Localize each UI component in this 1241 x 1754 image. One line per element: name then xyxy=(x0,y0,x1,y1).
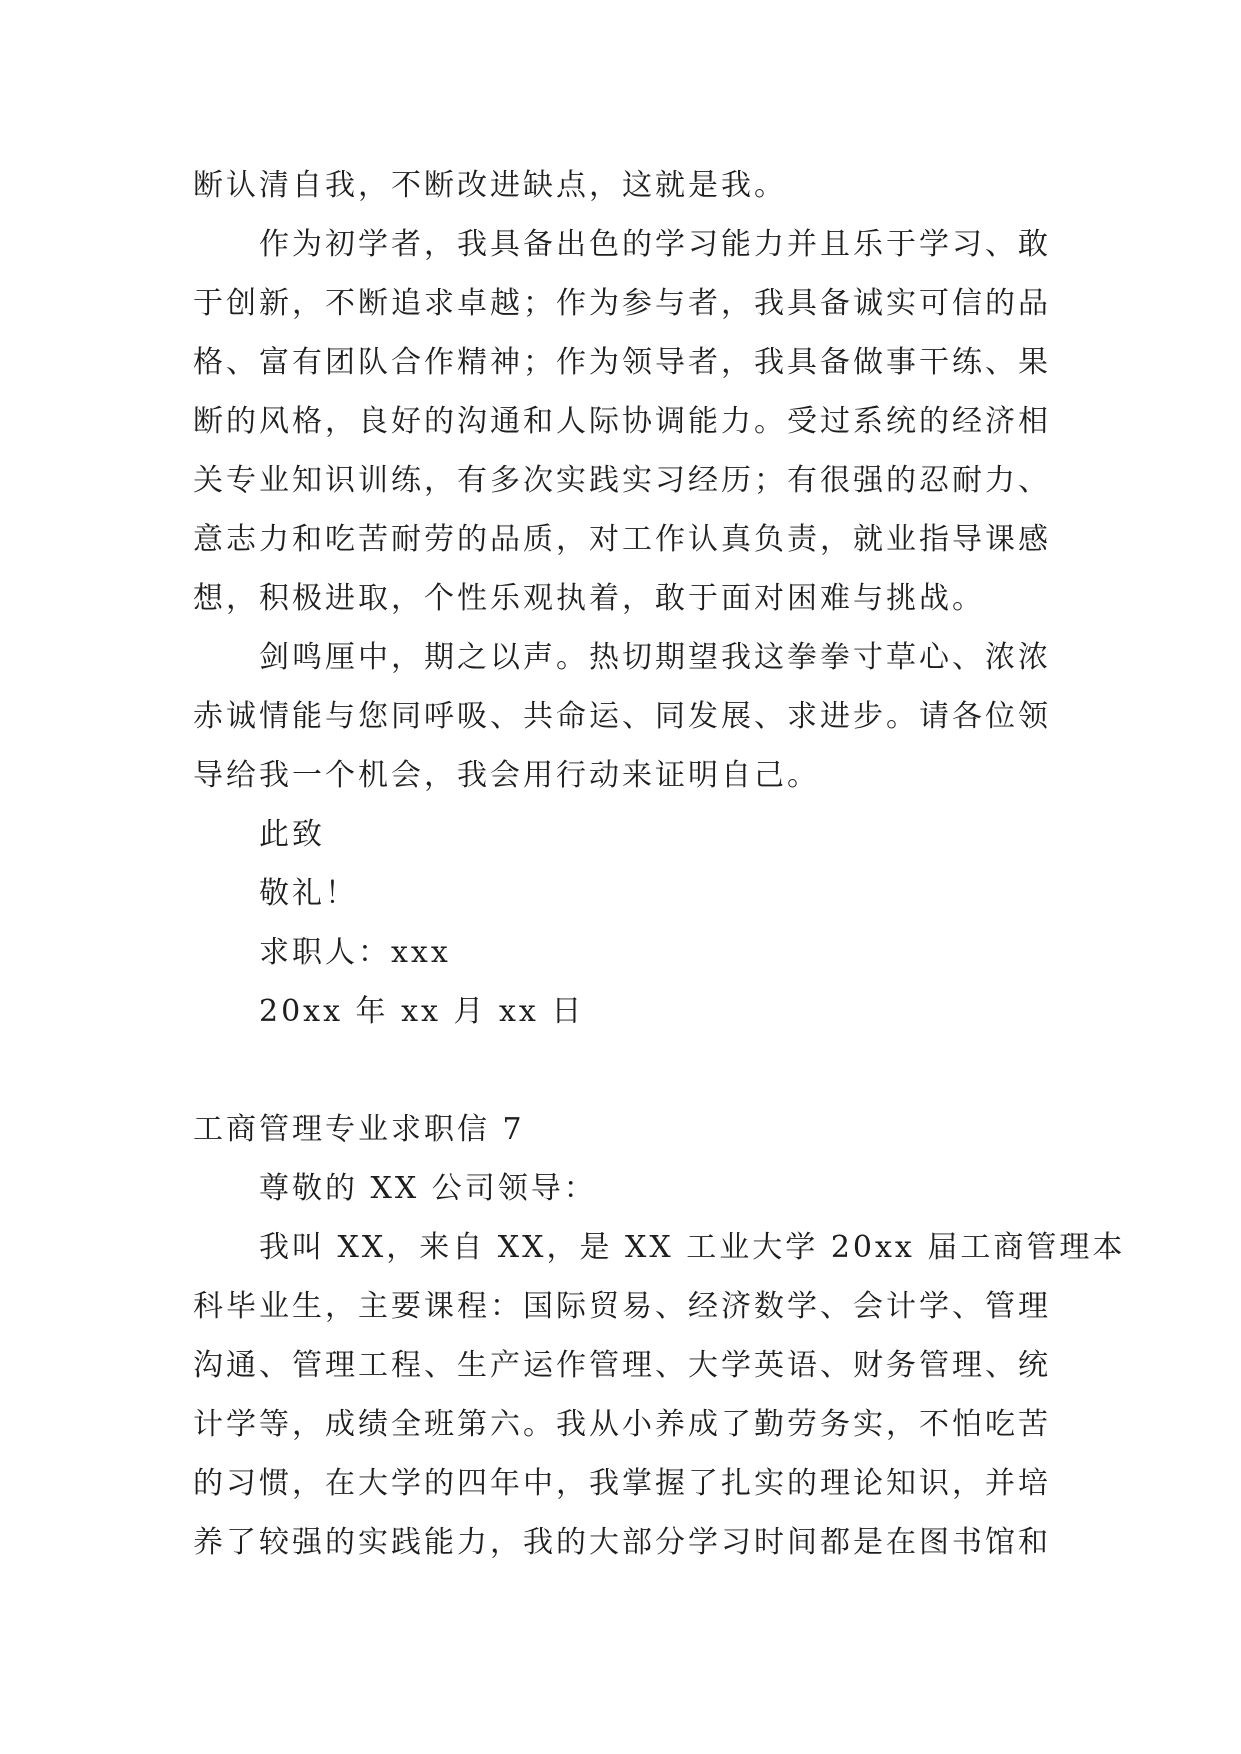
text-line: 赤诚情能与您同呼吸、共命运、同发展、求进步。请各位领 xyxy=(193,699,1051,734)
text-line: 想，积极进取，个性乐观执着，敢于面对困难与挑战。 xyxy=(193,581,985,616)
paragraph xyxy=(193,1218,1153,1572)
paragraph xyxy=(193,156,1153,215)
letter-title: 工商管理专业求职信 7 xyxy=(193,1112,525,1147)
document-body xyxy=(193,156,1153,1572)
text-line: 格、富有团队合作精神；作为领导者，我具备做事干练、果 xyxy=(193,345,1051,380)
date: 20xx 年 xx 月 xx 日 xyxy=(259,994,585,1029)
salutation: 尊敬的 XX 公司领导： xyxy=(259,1171,597,1206)
blank-line xyxy=(193,1041,1153,1100)
text-line: 计学等，成绩全班第六。我从小养成了勤劳务实，不怕吃苦 xyxy=(193,1407,1051,1442)
text-line: 剑鸣厘中，期之以声。热切期望我这拳拳寸草心、浓浓 xyxy=(259,640,1051,675)
closing-salute-2: 敬礼！ xyxy=(259,876,358,911)
text-line: 作为初学者，我具备出色的学习能力并且乐于学习、敢 xyxy=(259,227,1051,262)
text-line: 的习惯，在大学的四年中，我掌握了扎实的理论知识，并培 xyxy=(193,1466,1051,1501)
text-line: 科毕业生，主要课程：国际贸易、经济数学、会计学、管理 xyxy=(193,1289,1051,1324)
letter-closing xyxy=(193,805,1153,1041)
text-line: 沟通、管理工程、生产运作管理、大学英语、财务管理、统 xyxy=(193,1348,1051,1383)
text-line: 养了较强的实践能力，我的大部分学习时间都是在图书馆和 xyxy=(193,1525,1051,1560)
text-line: 导给我一个机会，我会用行动来证明自己。 xyxy=(193,758,820,793)
closing-salute-1: 此致 xyxy=(259,817,325,852)
text-line: 于创新，不断追求卓越；作为参与者，我具备诚实可信的品 xyxy=(193,286,1051,321)
signature: 求职人：xxx xyxy=(259,935,451,970)
paragraph xyxy=(193,215,1153,628)
text-line: 我叫 XX，来自 XX，是 XX 工业大学 20xx 届工商管理本 xyxy=(259,1230,1126,1265)
text-line: 意志力和吃苦耐劳的品质，对工作认真负责，就业指导课感 xyxy=(193,522,1051,557)
text-line: 断认清自我，不断改进缺点，这就是我。 xyxy=(193,168,787,203)
paragraph xyxy=(193,628,1153,805)
text-line: 断的风格，良好的沟通和人际协调能力。受过系统的经济相 xyxy=(193,404,1051,439)
text-line: 关专业知识训练，有多次实践实习经历；有很强的忍耐力、 xyxy=(193,463,1051,498)
